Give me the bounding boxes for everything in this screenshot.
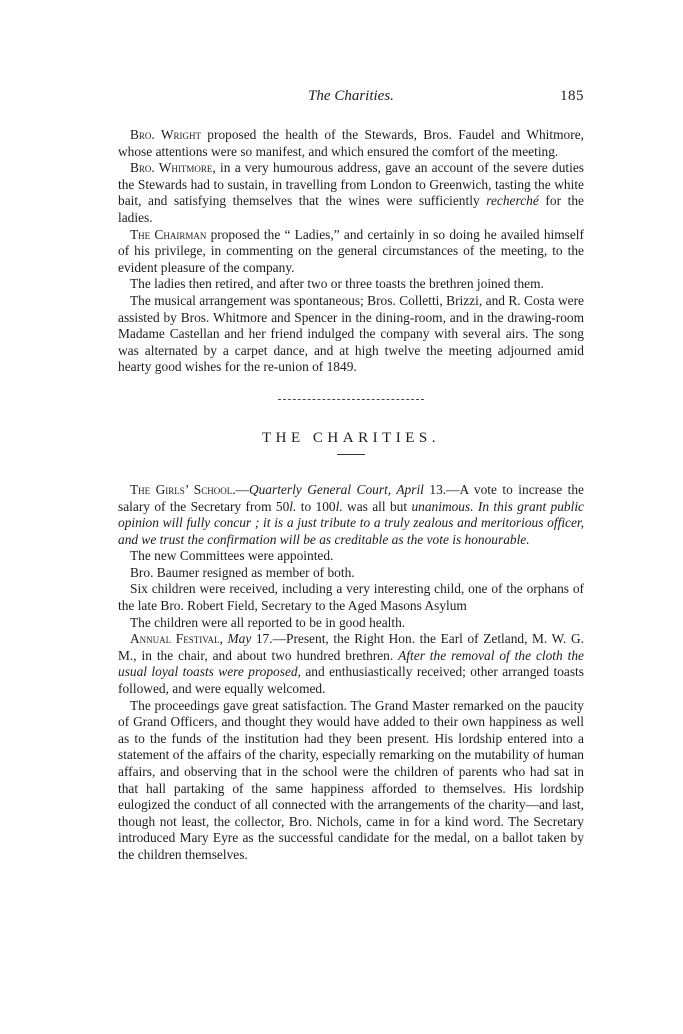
paragraph: Annual Festival, May 17.—Present, the Right Hon. the Earl of Zetland, M. W. G. M., in the chair, and about two hundred brethren. After the removal of the cloth the usual loyal toasts were proposed, and enthusiastically received; other arranged toasts followed, and were equally welcomed. <box>118 631 584 697</box>
event-name: Annual Festival, <box>130 631 223 647</box>
paragraph: The proceedings gave great satisfaction. The Grand Master remarked on the paucity of Grand Officers, and thought they would have added to their own happiness as well as to the funds of the institution had they been present. His lordship entered into a statement of the affairs of the charity, especially remarking on the mutability of human affairs, and observing that in the school were the children of parents who had sat in that hall partaking of the same happiness afforded to themselves. His lordship eulogized the conduct of all connected with the arrangements of the charity—and last, though not least, the collector, Bro. Nichols, came in for a kind word. The Secretary introduced Mary Eyre as the successful candidate for the medal, on a ballot taken by the children themselves. <box>118 697 584 862</box>
section-divider <box>118 390 584 404</box>
charities-report <box>118 482 584 864</box>
paragraph: Six children were received, including a very interesting child, one of the orphans of the late Bro. Robert Field, Secretary to the Aged Masons Asylum <box>118 581 584 614</box>
paragraph: The Chairman proposed the “ Ladies,” and certainly in so doing he availed himself of his privilege, in commenting on the general circumstances of the meeting, to the evident pleasure of the company. <box>118 226 584 275</box>
book-page <box>118 88 584 864</box>
page-number: 185 <box>560 88 584 104</box>
paragraph: Bro. Wright proposed the health of the Stewards, Bros. Faudel and Whitmore, whose attentions were so manifest, and which ensured the comfort of the meeting. <box>118 127 584 159</box>
paragraph: The musical arrangement was spontaneous; Bros. Colletti, Brizzi, and R. Costa were assisted by Bros. Whitmore and Spencer in the dining-room, and in the drawing-room Madame Castellan and her friend indulged the company with several airs. The song was alternated by a carpet dance, and at high twelve the meeting adjourned amid hearty good wishes for the re-union of 1849. <box>118 292 584 375</box>
festival-report <box>118 127 584 376</box>
speaker-name: Bro. Whitmore, <box>130 160 216 176</box>
paragraph: The ladies then retired, and after two or three toasts the brethren joined them. <box>130 276 544 292</box>
paragraph: The Girls’ School.—Quarterly General Court, April 13.—A vote to increase the salary of the Secretary from 50l. to 100l. was all but unanimous. In this grant public opinion will fully concur ; it is a just tribute to a truly zealous and meritorious officer, and we trust the confirmation will be as creditable as the vote is honourable. <box>118 481 584 547</box>
paragraph: The new Committees were appointed. <box>130 548 334 564</box>
speaker-name: Bro. Wright <box>130 127 201 142</box>
speaker-name: The Chairman <box>130 226 207 242</box>
section-title: THE CHARITIES. <box>262 429 440 446</box>
paragraph: Bro. Whitmore, in a very humourous address, gave an account of the severe duties the Stewards had to sustain, in travelling from London to Greenwich, tasting the white bait, and satisfying themselves that the wines were sufficiently recherché for the ladies. <box>118 160 585 225</box>
running-title: The Charities. <box>308 88 394 104</box>
title-rule <box>118 454 584 460</box>
institution-name: The Girls’ School. <box>130 481 236 497</box>
paragraph: Bro. Baumer resigned as member of both. <box>130 564 355 580</box>
paragraph: The children were all reported to be in good health. <box>130 614 406 630</box>
running-head <box>118 88 584 110</box>
